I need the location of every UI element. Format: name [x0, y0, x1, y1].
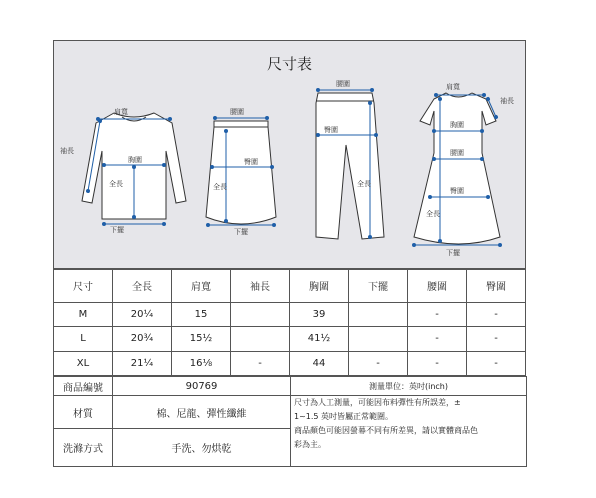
pants-hip-label: 臀圍: [324, 126, 338, 134]
skirt-waist-label: 腰圍: [230, 108, 244, 116]
table-cell: 39: [290, 302, 349, 326]
table-cell: -: [231, 351, 290, 375]
note-line-1: 尺寸為人工測量，可能因布料彈性有所誤差，±: [294, 398, 461, 407]
table-cell: 15: [172, 302, 231, 326]
header-sleeve: 袖長: [231, 270, 290, 303]
header-size: 尺寸: [54, 270, 113, 303]
dress-shoulder-label: 肩寬: [446, 83, 460, 91]
skirt-diagram: [206, 121, 276, 224]
table-cell: 20¾: [113, 327, 172, 351]
dress-waist-label: 腰圍: [450, 149, 464, 157]
table-row: [54, 302, 526, 326]
header-hip: 臀圍: [467, 270, 526, 303]
table-cell: -: [408, 351, 467, 375]
material-value: 棉、尼龍、彈性纖維: [113, 396, 291, 429]
wash-label: 洗滌方式: [54, 429, 113, 467]
header-chest: 胸圍: [290, 270, 349, 303]
header-length: 全長: [113, 270, 172, 303]
dress-sleeve-label: 袖長: [500, 97, 514, 105]
table-row: [54, 327, 526, 351]
table-cell: XL: [54, 351, 113, 375]
dress-hem-label: 下擺: [446, 249, 460, 257]
shirt-length-label: 全長: [109, 180, 123, 188]
dress-chest-label: 胸圍: [450, 121, 464, 129]
table-cell: 44: [290, 351, 349, 375]
header-waist: 腰圍: [408, 270, 467, 303]
shirt-shoulder-label: 肩寬: [114, 108, 128, 116]
skirt-hem-label: 下擺: [234, 228, 248, 236]
wash-value: 手洗、勿烘乾: [113, 429, 291, 467]
table-cell: L: [54, 327, 113, 351]
size-table-header: [54, 270, 526, 303]
pants-diagram: [316, 93, 384, 239]
note-line-2: 1~1.5 英吋皆屬正常範圍。: [294, 412, 394, 421]
shirt-chest-label: 胸圍: [128, 156, 142, 164]
dress-diagram: [414, 93, 500, 244]
table-cell: 16⅛: [172, 351, 231, 375]
item-no-label: 商品編號: [54, 377, 113, 396]
skirt-hip-label: 臀圍: [244, 158, 258, 166]
table-cell: [231, 327, 290, 351]
dress-length-label: 全長: [426, 210, 440, 218]
note-line-4: 彩為主。: [294, 440, 326, 449]
dress-hip-label: 臀圍: [450, 187, 464, 195]
product-info-table: [53, 376, 527, 467]
garment-diagrams: [54, 41, 527, 270]
material-label: 材質: [54, 396, 113, 429]
note-line-3: 商品顏色可能因螢幕不同有所差異，請以實體商品色: [294, 426, 478, 435]
table-cell: [349, 302, 408, 326]
table-cell: 20¼: [113, 302, 172, 326]
table-cell: -: [408, 327, 467, 351]
table-cell: M: [54, 302, 113, 326]
pants-length-label: 全長: [357, 180, 371, 188]
notes-cell: [291, 396, 527, 467]
unit-note: 測量單位：英吋(inch): [291, 377, 527, 396]
header-shoulder: 肩寬: [172, 270, 231, 303]
table-cell: 15½: [172, 327, 231, 351]
table-cell: -: [467, 327, 526, 351]
table-cell: -: [349, 351, 408, 375]
table-row: [54, 351, 526, 375]
page-title: 尺寸表: [266, 55, 312, 73]
table-cell: -: [467, 351, 526, 375]
pants-waist-label: 腰圍: [336, 80, 350, 88]
shirt-hem-label: 下擺: [110, 226, 124, 234]
size-diagram-panel: [53, 40, 526, 269]
size-table: [53, 269, 526, 376]
table-cell: [349, 327, 408, 351]
table-cell: -: [408, 302, 467, 326]
skirt-length-label: 全長: [213, 183, 227, 191]
table-cell: 41½: [290, 327, 349, 351]
item-no-value: 90769: [113, 377, 291, 396]
table-cell: -: [467, 302, 526, 326]
table-cell: 21¼: [113, 351, 172, 375]
shirt-sleeve-label: 袖長: [60, 147, 74, 155]
header-hem: 下擺: [349, 270, 408, 303]
table-cell: [231, 302, 290, 326]
